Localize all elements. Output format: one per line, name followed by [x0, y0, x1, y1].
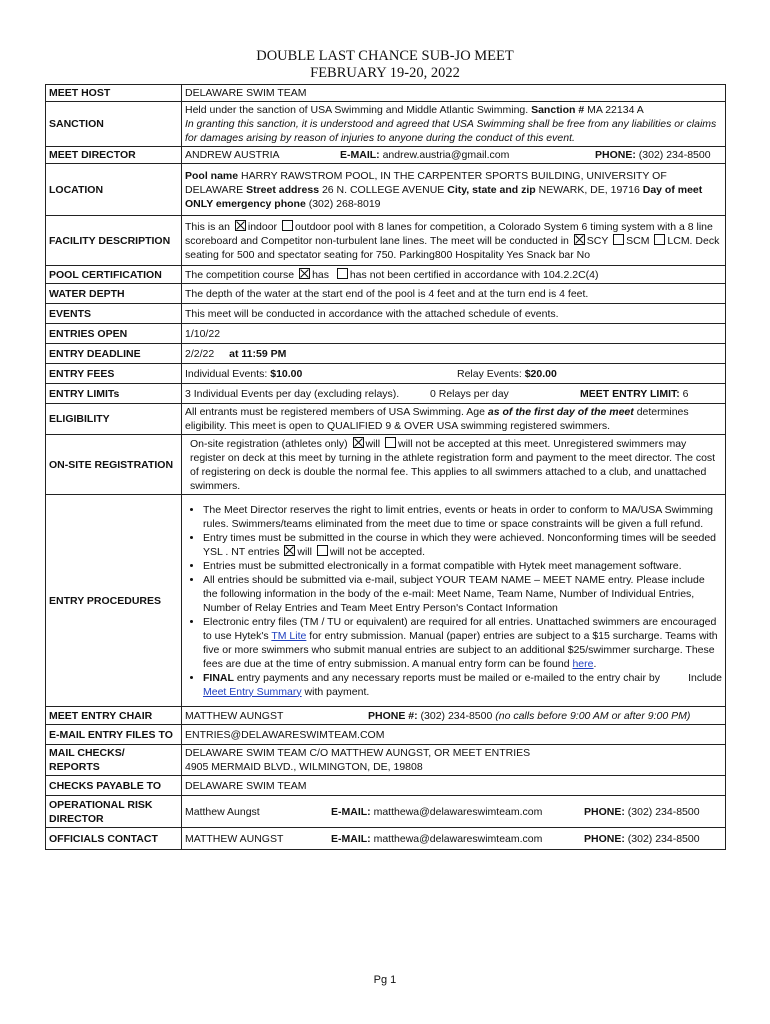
tm-lite-link[interactable]: TM Lite — [271, 629, 307, 642]
procedure-text: will — [297, 545, 312, 558]
eligibility-emphasis: as of the first day of the meet — [487, 406, 634, 418]
entry-chair-note: (no calls before 9:00 AM or after 9:00 PM) — [495, 709, 691, 722]
doc-subtitle-date: FEBRUARY 19-20, 2022 — [310, 65, 460, 81]
meet-entry-summary-link[interactable]: Meet Entry Summary — [203, 685, 302, 698]
emergency-phone: (302) 268-8019 — [308, 197, 381, 210]
procedure-text: Entry times must be submitted in the course in which they were achieved. Nonconforming times will be seeded YSL . NT entries — [203, 531, 716, 558]
manual-entry-form-link[interactable]: here — [572, 657, 594, 670]
label-officials-contact: OFFICIALS CONTACT — [46, 828, 182, 850]
label-mail-checks: MAIL CHECKS/ REPORTS — [46, 745, 182, 776]
label-eligibility: ELIGIBILITY — [46, 404, 182, 435]
facility-text-2: outdoor pool with 8 lanes for competition, a Colorado System 6 timing system with a 8 line scoreboard and Competitor non-turbulent lane lines. The meet will be conducted in — [185, 220, 713, 247]
events-value: This meet will be conducted in accordance with the attached schedule of events. — [182, 304, 726, 324]
onsite-will: will — [365, 437, 381, 450]
pool-cert-value — [182, 266, 726, 284]
email-entry-value: ENTRIES@DELAWARESWIMTEAM.COM — [182, 725, 726, 745]
checkbox-indoor-checked[interactable] — [235, 220, 246, 231]
checkbox-nt-will-checked[interactable] — [284, 545, 295, 556]
sanction-text: Held under the sanction of USA Swimming and Middle Atlantic Swimming. — [185, 104, 529, 116]
meet-entry-limit-label: MEET ENTRY LIMIT: — [580, 387, 680, 400]
entry-procedures-value — [182, 495, 726, 707]
entry-chair-phone: (302) 234-8500 — [420, 709, 493, 722]
label-location: LOCATION — [46, 164, 182, 216]
checkbox-outdoor[interactable] — [282, 220, 293, 231]
director-email: andrew.austria@gmail.com — [382, 149, 510, 161]
course-scm: SCM — [626, 234, 650, 247]
officials-name: MATTHEW AUNGST — [185, 832, 284, 845]
procedure-item: • The Meet Director reserves the right to limit entries, events or heats in order to conform to MA/USA Swimming rules. Swimmers/teams eliminated from the meet due to time or space constraints will be given a full refund. — [203, 503, 722, 531]
director-phone-label: PHONE: — [595, 149, 636, 161]
procedure-item — [203, 615, 722, 671]
sanction-number-label: Sanction # — [531, 104, 585, 116]
deadline-time: at 11:59 PM — [229, 347, 287, 360]
label-facility: FACILITY DESCRIPTION — [46, 216, 182, 266]
checkbox-onsite-will-checked[interactable] — [353, 437, 364, 448]
sanction-value — [182, 102, 726, 147]
pool-cert-has: has — [312, 268, 329, 281]
procedures-list — [185, 503, 722, 699]
procedure-item — [203, 531, 722, 559]
label-meet-director: MEET DIRECTOR — [46, 147, 182, 164]
procedure-item — [203, 671, 722, 699]
label-sanction: SANCTION — [46, 102, 182, 147]
label-entry-procedures: ENTRY PROCEDURES — [46, 495, 182, 707]
label-events: EVENTS — [46, 304, 182, 324]
officials-email: matthewa@delawareswimteam.com — [373, 832, 543, 845]
eligibility-value — [182, 404, 726, 435]
fee-relay-label: Relay Events: — [457, 367, 522, 380]
fee-individual: $10.00 — [270, 367, 303, 380]
director-phone: (302) 234-8500 — [638, 149, 711, 161]
risk-director-name: Matthew Aungst — [185, 805, 260, 818]
fee-relay: $20.00 — [524, 367, 557, 380]
procedure-text: entry payments and any necessary reports must be mailed or e-mailed to the entry chair by — [236, 671, 660, 684]
procedure-text: for entry submission. Manual (paper) entries are subject to a $15 surcharge. Teams with five or more swimmers who submit manual entries are subject to an additional $25/swimmer surcharge. These fees are due at the time of entry submission. A manual entry form can be found — [203, 629, 718, 670]
risk-phone-label: PHONE: — [584, 805, 625, 818]
onsite-value — [182, 435, 726, 495]
procedure-include: Include — [688, 671, 722, 684]
label-entry-limits: ENTRY LIMITs — [46, 384, 182, 404]
procedure-text: . — [593, 657, 597, 670]
onsite-text-2: will not be accepted at this meet. Unregistered swimmers may register on deck at this meet by turning in the athlete registration form and payment to the meet director. The cost of registering on deck is double the normal fee. This applies to all swimmers attached to a club, and unattached swimmers. — [190, 437, 716, 492]
sanction-number: MA 22134 A — [587, 104, 644, 116]
street-label: Street address — [246, 183, 320, 196]
checkbox-scy-checked[interactable] — [574, 234, 585, 245]
pool-cert-text: The competition course — [185, 268, 295, 281]
limit-individual: 3 Individual Events per day (excluding relays). — [185, 387, 400, 400]
checkbox-has-checked[interactable] — [299, 268, 310, 279]
emergency-label: Day of meet ONLY emergency phone — [185, 183, 703, 210]
eligibility-text-2: determines eligibility. This meet is open to QUALIFIED 9 & OVER USA swimming registered swimmers. — [185, 406, 689, 432]
procedure-text: Electronic entry files (TM / TU or equivalent) are required for all entries. Unattached swimmers are encouraged to use Hytek's — [203, 615, 717, 642]
label-entry-fees: ENTRY FEES — [46, 364, 182, 384]
deadline-date: 2/2/22 — [185, 347, 215, 360]
pool-name: HARRY RAWSTROM POOL, IN THE CARPENTER SPORTS BUILDING, UNIVERSITY OF DELAWARE — [185, 169, 667, 196]
label-entry-deadline: ENTRY DEADLINE — [46, 344, 182, 364]
pool-name-label: Pool name — [185, 169, 239, 182]
label-meet-host: MEET HOST — [46, 85, 182, 102]
procedure-item: • All entries should be submitted via e-mail, subject YOUR TEAM NAME – MEET NAME entry. Please include the following information in the body of the e-mail: Meet Name, Team Name, Number of Individual Entries, Number of Relay Entries and Team Meet Entry Person's Contact Information — [203, 573, 722, 615]
risk-email-label: E-MAIL: — [331, 805, 371, 818]
page-number: Pg 1 — [373, 974, 397, 986]
course-lcm: LCM. — [667, 234, 693, 247]
label-checks-payable: CHECKS PAYABLE TO — [46, 776, 182, 796]
pool-cert-has-not: has not been certified in accordance with 104.2.2C(4) — [349, 268, 599, 281]
city: NEWARK, DE, 19716 — [538, 183, 640, 196]
label-water-depth: WATER DEPTH — [46, 284, 182, 304]
mail-address-line-2: 4905 MERMAID BLVD., WILMINGTON, DE, 19808 — [185, 761, 423, 773]
checks-payable-value: DELAWARE SWIM TEAM — [182, 776, 726, 796]
risk-phone: (302) 234-8500 — [627, 805, 700, 818]
officials-phone-label: PHONE: — [584, 832, 625, 845]
limit-relay: 0 Relays per day — [430, 387, 509, 400]
water-depth-value: The depth of the water at the start end of the pool is 4 feet and at the turn end is 4 feet. — [182, 284, 726, 304]
label-entries-open: ENTRIES OPEN — [46, 324, 182, 344]
meet-entry-limit: 6 — [682, 387, 689, 400]
sanction-disclaimer: In granting this sanction, it is understood and agreed that USA Swimming shall be free from any liabilities or claims for damages arising by reason of injuries to anyone during the conduct of this event. — [185, 118, 717, 144]
fee-individual-label: Individual Events: — [185, 367, 268, 380]
label-onsite: ON-SITE REGISTRATION — [46, 435, 182, 495]
meet-host-value: DELAWARE SWIM TEAM — [182, 85, 726, 102]
procedure-text: with payment. — [304, 685, 370, 698]
checkbox-nt-will-not[interactable] — [317, 545, 328, 556]
checkbox-onsite-will-not[interactable] — [385, 437, 396, 448]
officials-phone: (302) 234-8500 — [627, 832, 700, 845]
checkbox-has-not[interactable] — [337, 268, 348, 279]
mail-address-line-1: DELAWARE SWIM TEAM C/O MATTHEW AUNGST, OR MEET ENTRIES — [185, 747, 531, 759]
checkbox-scm[interactable] — [613, 234, 624, 245]
entry-chair-phone-label: PHONE #: — [368, 709, 418, 722]
onsite-text-1: On-site registration (athletes only) — [190, 437, 348, 450]
facility-text-1: This is an — [185, 220, 230, 233]
label-pool-cert: POOL CERTIFICATION — [46, 266, 182, 284]
director-email-label: E-MAIL: — [340, 149, 380, 161]
procedure-item: • Entries must be submitted electronically in a format compatible with Hytek meet management software. — [203, 559, 722, 573]
label-risk-director: OPERATIONAL RISK DIRECTOR — [46, 796, 182, 828]
entry-chair-name: MATTHEW AUNGST — [185, 709, 284, 722]
officials-email-label: E-MAIL: — [331, 832, 371, 845]
facility-value — [182, 216, 726, 266]
label-email-entry: E-MAIL ENTRY FILES TO — [46, 725, 182, 745]
checkbox-lcm[interactable] — [654, 234, 665, 245]
risk-email: matthewa@delawareswimteam.com — [373, 805, 543, 818]
doc-title: DOUBLE LAST CHANCE SUB-JO MEET — [256, 48, 514, 64]
director-name: ANDREW AUSTRIA — [185, 149, 280, 161]
entries-open-value: 1/10/22 — [182, 324, 726, 344]
procedure-text: will not be accepted. — [329, 545, 426, 558]
course-scy: SCY — [586, 234, 609, 247]
facility-indoor: indoor — [247, 220, 278, 233]
meet-info-table — [45, 84, 726, 850]
facility-text-3: Deck seating for 500 and spectator seating for 750. Parking800 Hospitality Yes Snack bar No — [185, 234, 720, 261]
city-label: City, state and zip — [447, 183, 536, 196]
procedure-final: FINAL — [203, 671, 234, 684]
label-entry-chair: MEET ENTRY CHAIR — [46, 707, 182, 725]
location-value — [182, 164, 726, 216]
street: 26 N. COLLEGE AVENUE — [321, 183, 445, 196]
eligibility-text-1: All entrants must be registered members of USA Swimming. Age — [185, 406, 485, 418]
